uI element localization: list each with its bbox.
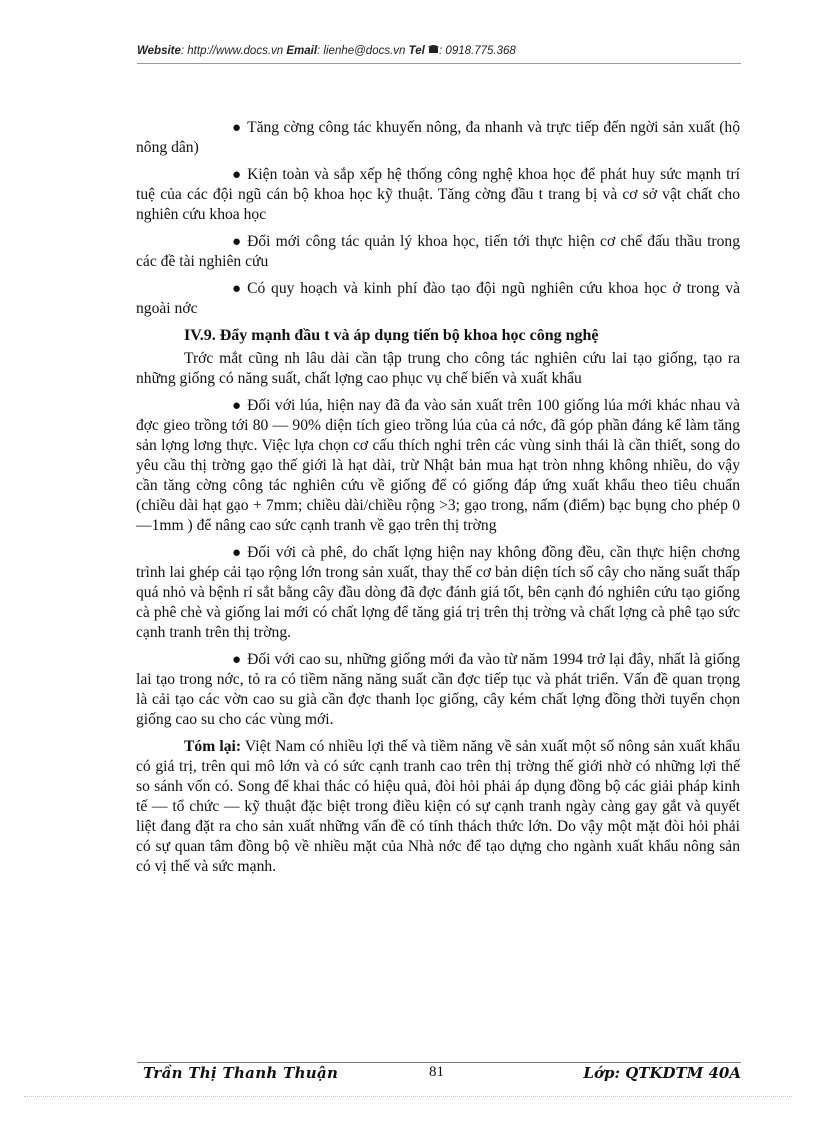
email-value[interactable]: : lienhe@docs.vn <box>317 45 406 57</box>
bullet-paragraph: ● Đối với lúa, hiện nay đã đa vào sản xuất trên 100 giống lúa mới khác nhau và đợc gieo trồng tới 80 — 90% diện tích gieo trồng lúa của cả nớc, đã góp phần đáng kể làm tăng sản lợng lơng thực. Việc lựa chọn cơ cấu thích nghi trên các vùng sinh thái là cần thiết, song do yêu cầu thị trờng gạo thế giới là hạt dài, trừ Nhật bản mua hạt tròn nhng không nhiều, do vậy cần tăng cờng công tác nghiên cứu về giống để có giống đáp ứng xuất khẩu theo tiêu chuẩn (chiều dài hạt gạo + 7mm; chiều dài/chiều rộng >3; gạo trong, nấm (điểm) bạc bụng cho phép 0 —1mm ) để nâng cao sức cạnh tranh về gạo trên thị trờng <box>136 397 740 534</box>
header-divider <box>137 63 741 64</box>
tel-value: : 0918.775.368 <box>439 45 516 57</box>
website-value[interactable]: : http://www.docs.vn <box>180 45 284 57</box>
bullet-icon: ● <box>232 545 242 561</box>
bullet-icon: ● <box>232 167 242 183</box>
bullet-paragraph: ● Kiện toàn và sắp xếp hệ thống công nghệ khoa học để phát huy sức mạnh trí tuệ của các đội ngũ cán bộ khoa học kỹ thuật. Tăng cờng đầu t trang bị và cơ sở vật chất cho nghiên cứu khoa học <box>136 166 740 223</box>
bullet-icon: ● <box>232 652 242 668</box>
author-name: Trần Thị Thanh Thuận <box>143 1064 339 1082</box>
class-info: Lớp: QTKDTM 40A <box>583 1064 741 1082</box>
page-number: 81 <box>429 1064 444 1080</box>
tel-label: Tel <box>408 45 425 57</box>
conclusion-text: Việt Nam có nhiều lợi thế và tiềm năng về sản xuất một số nông sản xuất khẩu có giá trị, trên qui mô lớn và có sức cạnh tranh cao trên thị trờng thế giới nhờ có những lợi thế so sánh vốn có. Song để khai thác có hiệu quả, đòi hỏi phải áp dụng đồng bộ các giải pháp kinh tế — tổ chức — kỹ thuật đặc biệt trong điều kiện có sự cạnh tranh ngày càng gay gắt và quyết liệt đang đặt ra cho sản xuất những vấn đề có tính thách thức lớn. Do vậy một mặt đòi hỏi phải có sự quan tâm đồng bộ về nhiều mặt của Nhà nớc để tạo dựng cho ngành xuất khẩu nông sản có vị thế và sức mạnh. <box>136 738 740 875</box>
bullet-icon: ● <box>232 398 242 414</box>
bullet-paragraph: ● Đối với cà phê, do chất lợng hiện nay không đồng đều, cần thực hiện chơng trình lai ghép cải tạo rộng lớn trong sản xuất, thay thế cơ bản diện tích số cây cho năng suất thấp quá nhỏ và bệnh rỉ sắt bằng cây đầu dòng đã đợc đánh giá tốt, bên cạnh đó nghiên cứu tạo giống cà phê chè và giống lai mới có chất lợng để tăng giá trị trên thị trờng và chất lợng cà phê tạo sức cạnh tranh trên thị trờng. <box>136 544 740 641</box>
page-bottom-border <box>24 1096 792 1097</box>
bullet-icon: ● <box>232 281 242 297</box>
footer-divider <box>137 1062 741 1063</box>
page-header <box>137 44 741 57</box>
bullet-icon: ● <box>232 120 242 136</box>
phone-icon <box>428 45 439 57</box>
bullet-paragraph: ● Đối với cao su, những giống mới đa vào từ năm 1994 trở lại đây, nhất là giống lai tạo trong nớc, tỏ ra có tiềm năng năng suất cần đợc tiếp tục và phát triển. Vấn đề quan trọng là cải tạo các vờn cao su già cần đợc thanh lọc giống, cây kém chất lợng đồng thời tuyển chọn giống cao su cho các vùng mới. <box>136 651 740 728</box>
bullet-paragraph: ● Có quy hoạch và kinh phí đào tạo đội ngũ nghiên cứu khoa học ở trong và ngoài nớc <box>136 280 740 317</box>
conclusion-paragraph <box>136 737 740 877</box>
bullet-paragraph: ● Tăng cờng công tác khuyến nông, đa nhanh và trực tiếp đến ngời sản xuất (hộ nông dân) <box>136 119 740 156</box>
bullet-paragraph: ● Đổi mới công tác quản lý khoa học, tiến tới thực hiện cơ chế đấu thầu trong các đề tài nghiên cứu <box>136 233 740 270</box>
website-label: Website <box>137 45 181 57</box>
conclusion-lead: Tóm lại: <box>184 738 242 755</box>
email-label: Email <box>286 45 318 57</box>
section-heading: IV.9. Đẩy mạnh đầu t và áp dụng tiến bộ khoa học công nghệ <box>184 327 599 344</box>
paragraph: Trớc mắt cũng nh lâu dài cần tập trung cho công tác nghiên cứu lai tạo giống, tạo ra những giống có năng suất, chất lợng cao phục vụ chế biến và xuất khẩu <box>136 350 740 387</box>
bullet-icon: ● <box>232 234 242 250</box>
page-content <box>136 118 740 884</box>
